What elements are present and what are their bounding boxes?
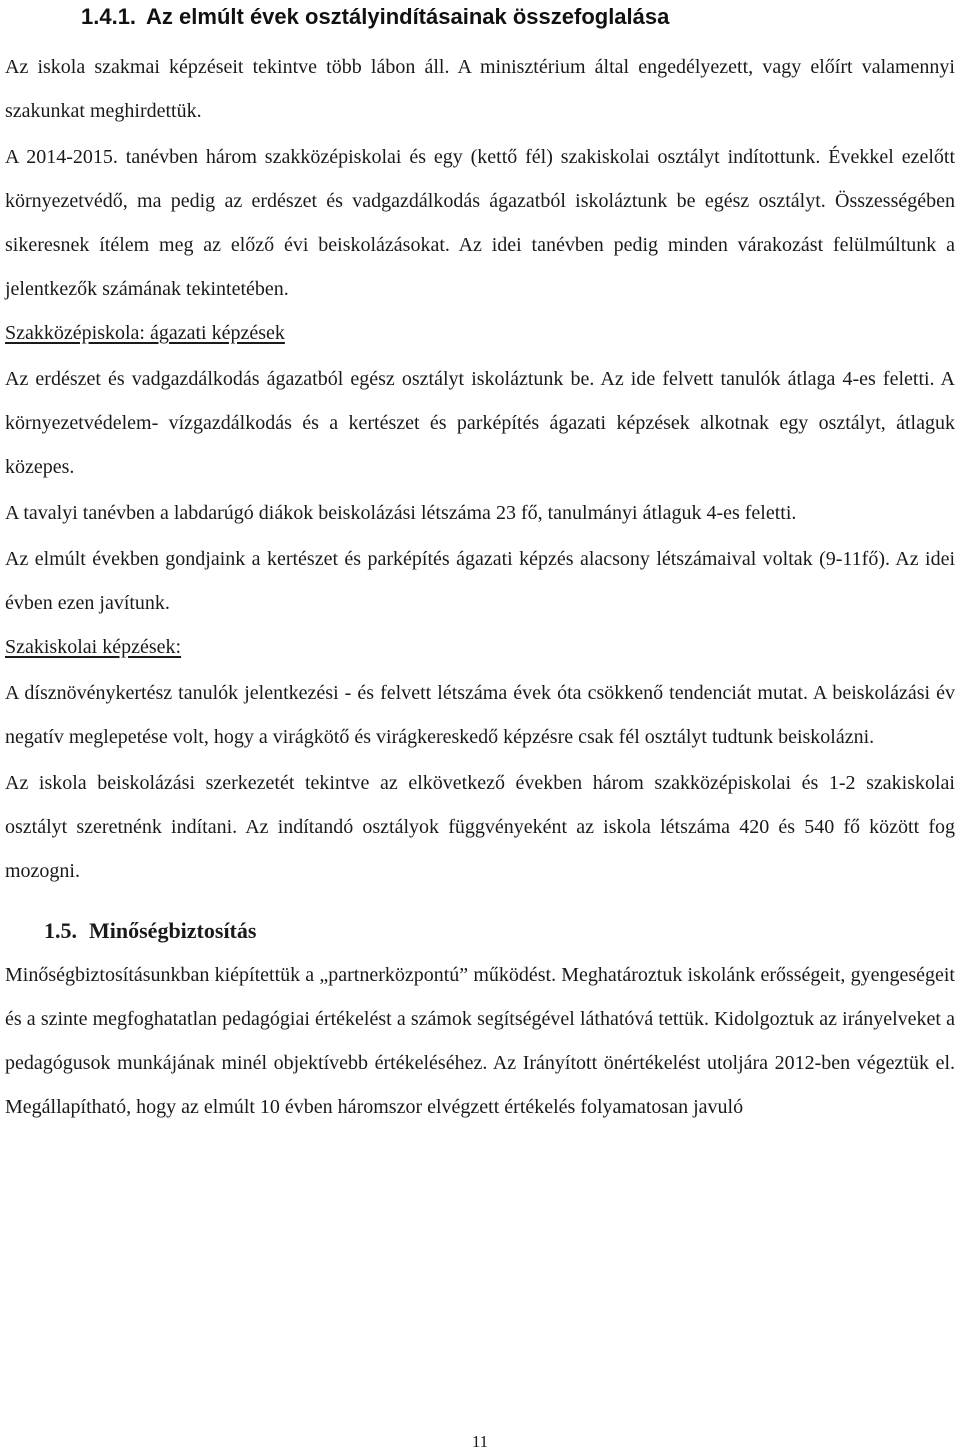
page-number: 11 — [471, 1432, 489, 1451]
section-heading-1-4-1 — [5, 0, 955, 32]
section-number: 1.4.1. — [81, 4, 137, 29]
paragraph-kerteszet: Az elmúlt években gondjaink a kertészet és parképítés ágazati képzés alacsony létszámaival voltak (9-11fő). Az idei évben ezen javítunk. — [5, 548, 955, 614]
section-heading-1-5 — [5, 909, 955, 953]
paragraph-labdarugo: A tavalyi tanévben a labdarúgó diákok beiskolázási létszáma 23 fő, tanulmányi átlaguk 4-es feletti. — [5, 502, 797, 524]
section-title: Az elmúlt évek osztályindításainak összefoglalása — [146, 4, 670, 29]
paragraph-beiskolazasi-szerkezet: Az iskola beiskolázási szerkezetét tekintve az elkövetkező években három szakközépiskolai és 1-2 szakiskolai osztályt szeretnénk indítani. Az indítandó osztályok függvényeként az iskola létszáma 420 és 540 fő között fog mozogni. — [5, 772, 955, 882]
paragraph-intro: Az iskola szakmai képzéseit tekintve több lábon áll. A minisztérium által engedélyezett, vagy előírt valamennyi szakunkat meghirdettük. — [5, 56, 955, 122]
section-number: 1.5. — [44, 918, 77, 943]
paragraph-minosegbiztositas: Minőségbiztosításunkban kiépítettük a „partnerközpontú” működést. Meghatároztuk iskolánk erősségeit, gyengeségeit és a szinte megfoghatatlan pedagógiai értékelést a számok segítségével láthatóvá tettük. Kidolgoztuk az irányelveket a pedagógusok munkájának minél objektívebb értékeléséhez. Az Irányított önértékelést utoljára 2012-ben végeztük el. Megállapítható, hogy az elmúlt 10 évben háromszor elvégzett értékelés folyamatosan javuló — [5, 964, 955, 1118]
subheading-szakkozepiskola: Szakközépiskola: ágazati képzések — [5, 322, 285, 344]
paragraph-erdeszet: Az erdészet és vadgazdálkodás ágazatból egész osztályt iskoláztunk be. Az ide felvett tanulók átlaga 4-es feletti. A környezetvédelem- vízgazdálkodás és a kertészet és parképítés ágazati képzések alkotnak egy osztályt, átlaguk közepes. — [5, 368, 955, 478]
subheading-szakiskolai: Szakiskolai képzések: — [5, 636, 182, 658]
paragraph-2014-2015: A 2014-2015. tanévben három szakközépiskolai és egy (kettő fél) szakiskolai osztályt indítottunk. Évekkel ezelőtt környezetvédő, ma pedig az erdészet és vadgazdálkodás ágazatból iskoláztunk be egész osztályt. Összességében sikeresnek ítélem meg az előző évi beiskolázásokat. Az idei tanévben pedig minden várakozást felülmúltunk a jelentkezők számának tekintetében. — [5, 146, 955, 300]
section-title: Minőségbiztosítás — [89, 918, 257, 943]
paragraph-disznovenykertesz: A dísznövénykertész tanulók jelentkezési - és felvett létszáma évek óta csökkenő tendenciát mutat. A beiskolázási év negatív meglepetése volt, hogy a virágkötő és virágkereskedő képzésre csak fél osztályt tudtunk beiskolázni. — [5, 682, 955, 748]
document-page — [5, 0, 955, 1129]
